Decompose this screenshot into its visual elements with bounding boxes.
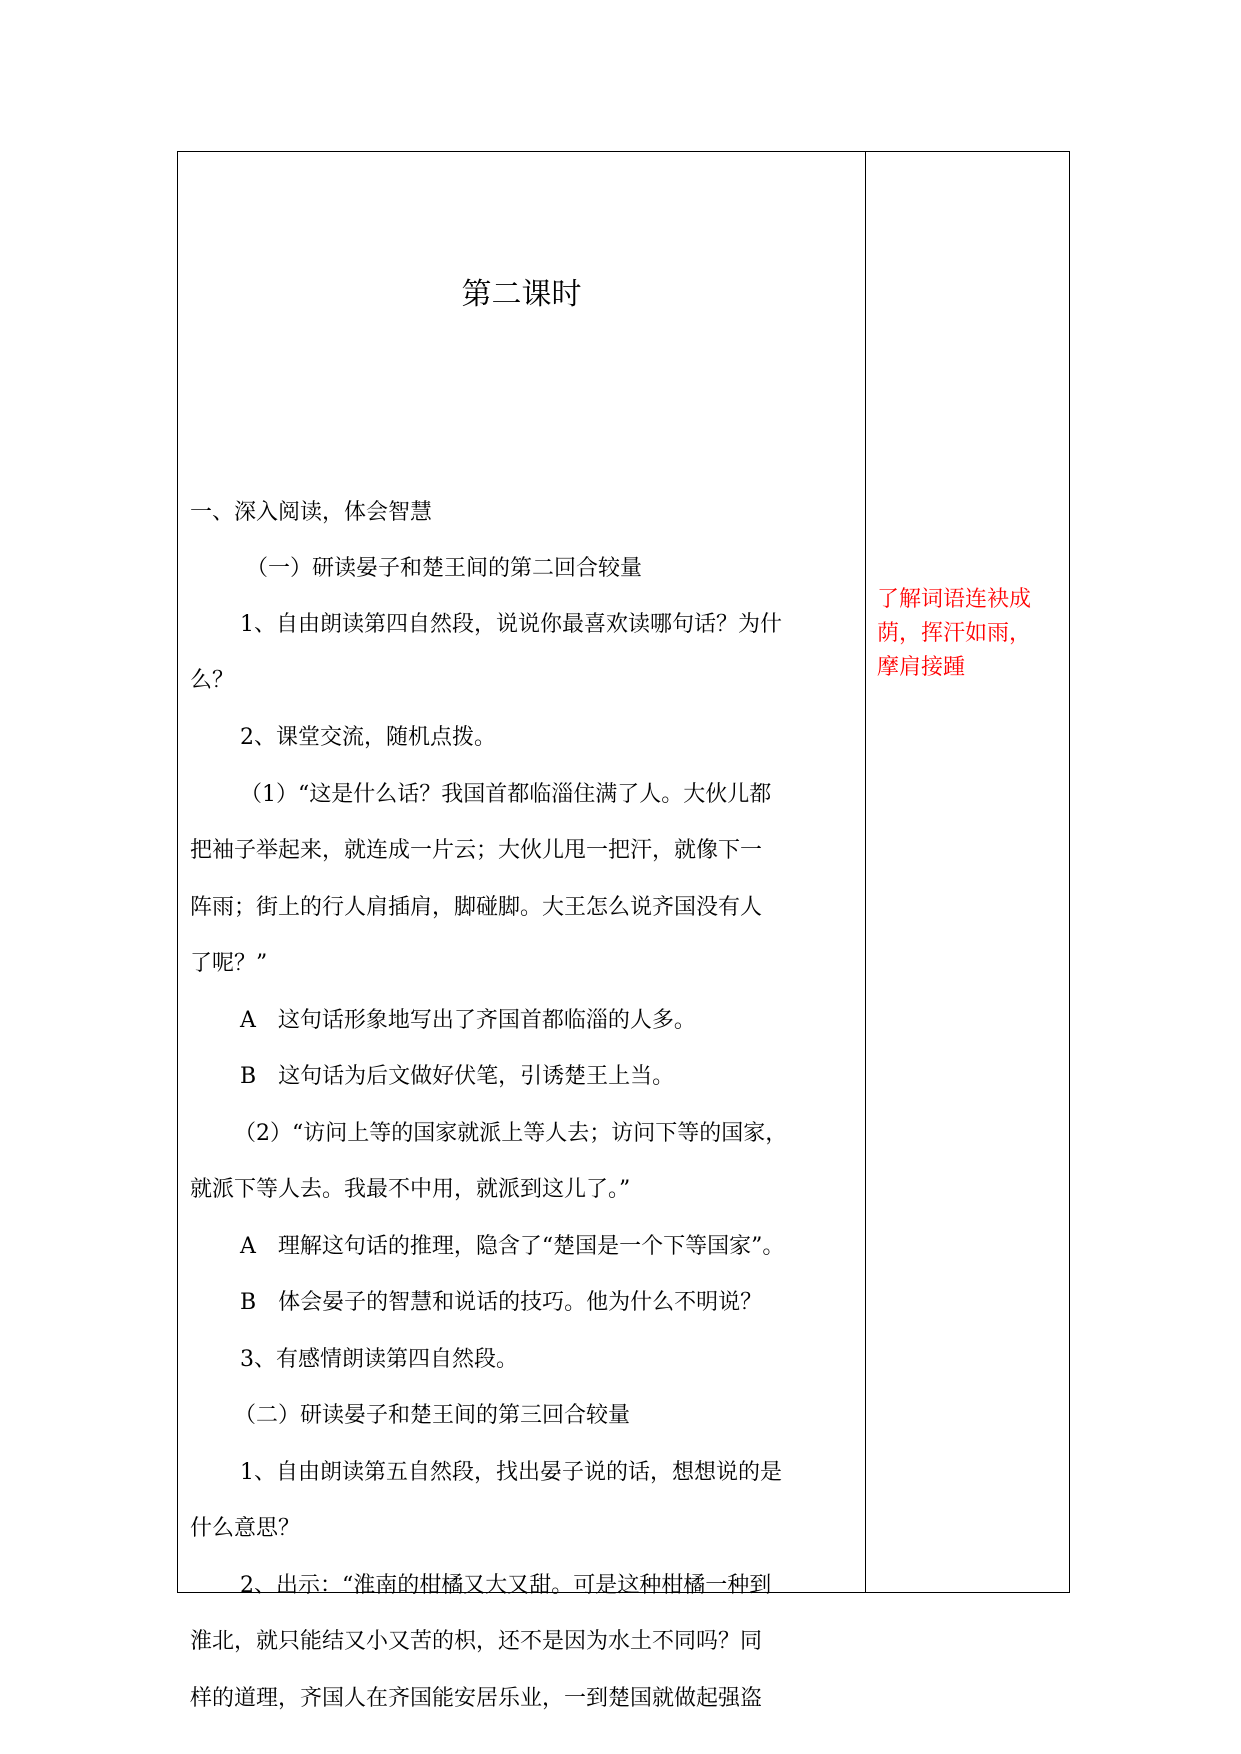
quote-line: 淮北，就只能结又小又苦的枳，还不是因为水土不同吗？同	[190, 1629, 763, 1654]
section-heading: 一、深入阅读，体会智慧	[190, 500, 433, 525]
point-line: A 这句话形象地写出了齐国首都临淄的人多。	[240, 1008, 696, 1033]
quote-line: 2、出示：“淮南的柑橘又大又甜。可是这种柑橘一种到	[240, 1573, 772, 1598]
lesson-title: 第二课时	[461, 277, 582, 312]
quote-line: 就派下等人去。我最不中用，就派到这儿了。”	[190, 1177, 631, 1202]
point-line: A 理解这句话的推理，隐含了“楚国是一个下等国家”。	[240, 1234, 785, 1259]
column-divider	[865, 152, 866, 1592]
notes-cell	[867, 152, 1067, 1592]
quote-line: （2）“访问上等的国家就派上等人去；访问下等的国家，	[234, 1121, 788, 1146]
subsection-heading: （一）研读晏子和楚王间的第二回合较量	[246, 556, 643, 581]
side-note-line: 摩肩接踵	[877, 655, 966, 680]
paragraph-line: 么？	[190, 668, 235, 693]
quote-line: 阵雨；街上的行人肩插肩，脚碰脚。大王怎么说齐国没有人	[190, 895, 763, 920]
paragraph-line: 2、课堂交流，随机点拨。	[240, 725, 496, 750]
point-line: B 这句话为后文做好伏笔，引诱楚王上当。	[240, 1064, 675, 1089]
lesson-table	[177, 151, 1070, 1711]
paragraph-line: 3、有感情朗读第四自然段。	[240, 1347, 518, 1372]
side-note-line: 了解词语连袂成	[877, 587, 1032, 612]
point-line: B 体会晏子的智慧和说话的技巧。他为什么不明说？	[240, 1290, 763, 1315]
quote-line: 把袖子举起来，就连成一片云；大伙儿甩一把汗，就像下一	[190, 838, 763, 863]
paragraph-line: 1、自由朗读第五自然段，找出晏子说的话，想想说的是	[240, 1460, 782, 1485]
quote-line: 样的道理，齐国人在齐国能安居乐业，一到楚国就做起强盗	[190, 1686, 763, 1711]
side-note-line: 荫，挥汗如雨，	[877, 621, 1032, 646]
subsection-heading: （二）研读晏子和楚王间的第三回合较量	[234, 1403, 631, 1428]
quote-line: 了呢？”	[190, 951, 268, 976]
side-note	[877, 583, 1063, 685]
paragraph-line: 1、自由朗读第四自然段，说说你最喜欢读哪句话？为什	[240, 612, 782, 637]
paragraph-line: 什么意思？	[190, 1516, 301, 1541]
quote-line: （1）“这是什么话？我国首都临淄住满了人。大伙儿都	[240, 782, 772, 807]
main-content-cell	[178, 152, 865, 1711]
